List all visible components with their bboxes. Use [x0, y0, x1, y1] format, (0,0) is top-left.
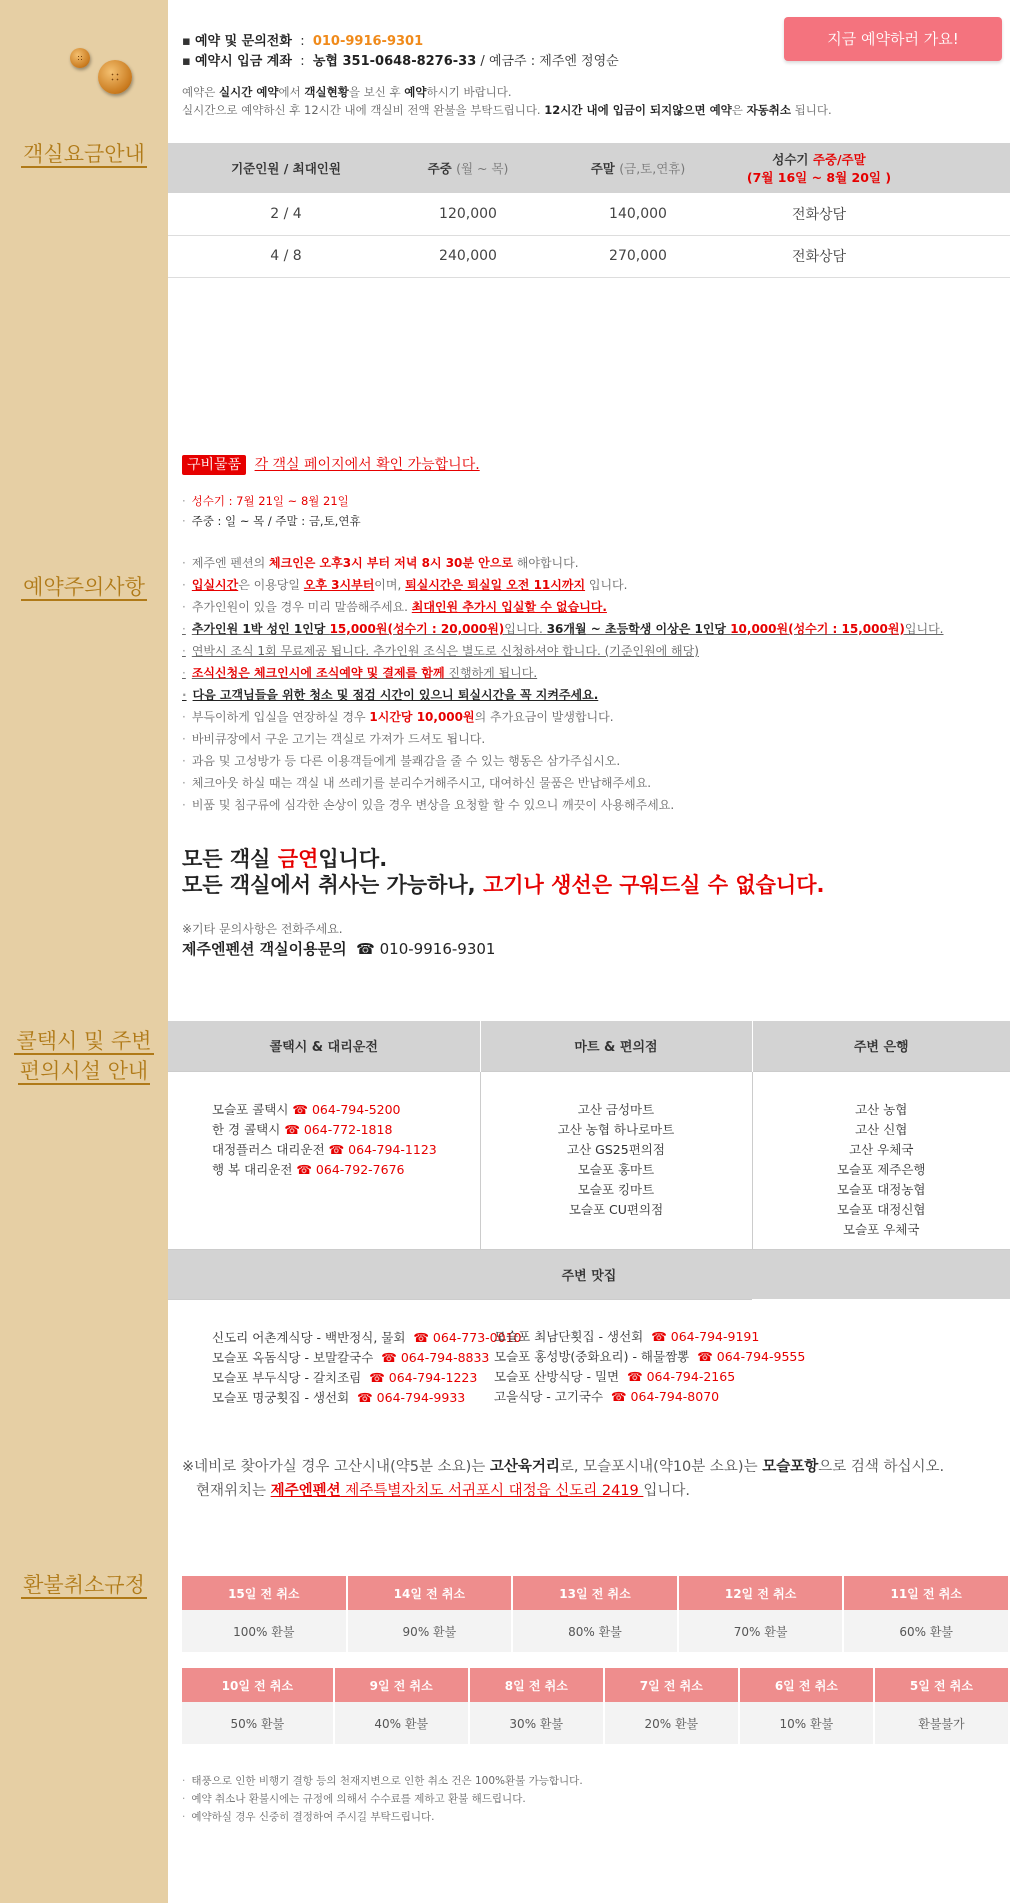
inquiry-contact: 제주엔펜션 객실이용문의 ☎ 010-9916-9301: [182, 940, 496, 958]
list-item: 고산 우체국: [849, 1141, 914, 1157]
list-item: 고산 금성마트: [577, 1101, 655, 1117]
rate-table: [168, 143, 1010, 278]
sidebar: [0, 0, 168, 1903]
list-item: 신도리 어촌계식당 - 백반정식, 물회 ☎ 064-773-0010: [212, 1329, 522, 1345]
list-item: 모슬포 홍성방(중화요리) - 해물짬뽕 ☎ 064-794-9555: [494, 1349, 806, 1364]
rate-header-weekday: 주중 (월 ~ 목): [404, 143, 532, 193]
list-item: · 예약 취소나 환불시에는 규정에 의해서 수수료를 제하고 환불 해드립니다.: [182, 1790, 583, 1808]
list-item: 고을식당 - 고기국수 ☎ 064-794-8070: [494, 1389, 720, 1404]
table-row: 4 / 8 240,000 270,000 전화상담: [168, 235, 1010, 277]
rule-item: · 다음 고객님들을 위한 청소 및 점검 시간이 있으니 퇴실시간을 꼭 지켜주세요.: [182, 684, 944, 706]
list-item: · 태풍으로 인한 비행기 결항 등의 천재지변으로 인한 취소 건은 100%환불 가능합니다.: [182, 1772, 583, 1790]
table-row: 2 / 4 120,000 140,000 전화상담: [168, 193, 1010, 235]
rule-item: · 추가인원이 있을 경우 미리 말씀해주세요. 최대인원 추가시 입실할 수 없습니다.: [182, 596, 944, 618]
list-item: 모슬포 산방식당 - 밀면 ☎ 064-794-2165: [494, 1369, 736, 1384]
table-row: 50% 환불 40% 환불 30% 환불 20% 환불 10% 환불 환불불가: [182, 1702, 1008, 1744]
rule-item: · 바비큐장에서 구운 고기는 객실로 가져가 드셔도 됩니다.: [182, 728, 944, 750]
list-item: 모슬포 최남단횟집 - 생선회 ☎ 064-794-9191: [494, 1329, 760, 1344]
nearby-header-mart: 마트 & 편의점: [480, 1021, 752, 1071]
food-list-right: [494, 1327, 805, 1407]
list-item: 모슬포 옥돔식당 - 보말칼국수 ☎ 064-794-8833: [212, 1349, 490, 1365]
list-item: 고산 신협: [855, 1121, 908, 1137]
rule-item: · 과음 및 고성방가 등 다른 이용객들에게 불쾌감을 줄 수 있는 행동은 삼가주십시오.: [182, 750, 944, 772]
notice-section-title: 예약주의사항: [23, 575, 145, 599]
bank-list: [752, 1071, 1010, 1249]
season-info: · 성수기 : 7월 21일 ~ 8월 21일 · 주중 : 일 ~ 목 / 주말 : 금,토,연휴: [182, 491, 361, 531]
list-item: 모슬포 명궁횟집 - 생선회 ☎ 064-794-9933: [212, 1389, 466, 1405]
list-item: 모슬포 대정신협: [837, 1201, 926, 1217]
nonsmoking-notice: 모든 객실 금연입니다.: [182, 847, 388, 871]
nearby-section-title: 콜택시 및 주변 편의시설 안내: [16, 1029, 152, 1083]
rule-item: · 비품 및 침구류에 심각한 손상이 있을 경우 변상을 요청할 할 수 있으니 깨끗이 사용해주세요.: [182, 794, 944, 816]
contact-account: ▪ 예약시 입금 계좌 : 농협 351-0648-8276-33 / 예금주 : 제주엔 정영순: [182, 54, 619, 69]
list-item: 모슬포 CU편의점: [568, 1201, 664, 1217]
reserve-now-button[interactable]: 지금 예약하러 가요!: [784, 17, 1002, 61]
refund-section-title: 환불취소규정: [23, 1573, 145, 1597]
rule-item: · 추가인원 1박 성인 1인당 15,000원(성수기 : 20,000원)입니다. 36개월 ~ 초등학생 이상은 1인당 10,000원(성수기 : 15,000원)입니다.: [182, 618, 944, 640]
list-item: 고산 농협: [855, 1101, 908, 1117]
rate-header-weekend: 주말 (금,토,연휴): [532, 143, 744, 193]
nearby-header-bank: 주변 은행: [752, 1021, 1010, 1071]
list-item: 모슬포 콜택시 ☎ 064-794-5200: [212, 1101, 401, 1117]
list-item: 모슬포 홍마트: [577, 1161, 655, 1177]
rule-item: · 제주엔 펜션의 체크인은 오후3시 부터 저녁 8시 30분 안으로 해야합니다.: [182, 552, 944, 574]
button-decoration-image: [68, 48, 138, 100]
rate-header-peak: 성수기 주중/주말 (7월 16일 ~ 8월 20일 ): [744, 143, 894, 193]
list-item: 모슬포 우체국: [843, 1221, 920, 1237]
reserve-note-line1: 예약은 실시간 예약에서 객실현황을 보신 후 예약하시기 바랍니다.: [182, 85, 512, 99]
supplies-badge: 구비물품: [182, 455, 246, 475]
main-content: [168, 0, 1010, 1903]
list-item: 모슬포 부두식당 - 갈치조림 ☎ 064-794-1223: [212, 1369, 478, 1385]
contact-phone: ▪ 예약 및 문의전화 : 010-9916-9301: [182, 34, 424, 49]
list-item: 한 경 콜택시 ☎ 064-772-1818: [212, 1121, 393, 1137]
rule-item: · 조식신청은 체크인시에 조식예약 및 결제를 함께 진행하게 됩니다.: [182, 662, 944, 684]
rule-item: · 연박시 조식 1회 무료제공 됩니다. 추가인원 조식은 별도로 신청하셔야 합니다. (기준인원에 해당): [182, 640, 944, 662]
nearby-header-food: 주변 맛집: [168, 1249, 1010, 1299]
refund-table-1: 15일 전 취소 14일 전 취소 13일 전 취소 12일 전 취소 11일 전 취소 100% 환불 90% 환불 80% 환불 70% 환불 60% 환불: [180, 1576, 1010, 1652]
table-row: 100% 환불 90% 환불 80% 환불 70% 환불 60% 환불: [182, 1610, 1008, 1652]
rule-item: · 부득이하게 입실을 연장하실 경우 1시간당 10,000원의 추가요금이 발생합니다.: [182, 706, 944, 728]
reserve-note-line2: 실시간으로 예약하신 후 12시간 내에 객실비 전액 완불을 부탁드립니다. 12시간 내에 입금이 되지않으면 예약은 자동취소 됩니다.: [182, 103, 832, 117]
rule-item: · 체크아웃 하실 때는 객실 내 쓰레기를 분리수거해주시고, 대여하신 물품은 반납해주세요.: [182, 772, 944, 794]
mart-list: [480, 1071, 752, 1249]
list-item: 고산 GS25편의점: [567, 1141, 665, 1157]
phone-icon: ☎: [356, 940, 375, 958]
rate-section-title: 객실요금안내: [23, 142, 145, 166]
cooking-notice: 모든 객실에서 취사는 가능하나, 고기나 생선은 구워드실 수 없습니다.: [182, 873, 825, 897]
list-item: · 예약하실 경우 신중히 결정하여 주시길 부탁드립니다.: [182, 1808, 583, 1826]
rate-header-capacity: 기준인원 / 최대인원: [168, 143, 404, 193]
list-item: 대정플러스 대리운전 ☎ 064-794-1123: [212, 1141, 437, 1157]
supplies-line: 구비물품 각 객실 페이지에서 확인 가능합니다.: [182, 454, 480, 474]
inquiry-label: ※기타 문의사항은 전화주세요.: [182, 922, 343, 936]
nearby-header-taxi: 콜택시 & 대리운전: [168, 1021, 480, 1071]
list-item: 모슬포 제주은행: [837, 1161, 926, 1177]
refund-notes: [182, 1772, 583, 1826]
food-list-right-cell: [494, 1299, 1010, 1441]
nearby-table: [168, 1021, 1010, 1441]
list-item: 고산 농협 하나로마트: [557, 1121, 675, 1137]
list-item: 모슬포 대정농협: [837, 1181, 926, 1197]
navigation-note: ※네비로 찾아가실 경우 고산시내(약5분 소요)는 고산육거리로, 모슬포시내(약10분 소요)는 모슬포항으로 검색 하십시오. 현재위치는 제주엔펜션 제주특별자치도 서귀포시 대정읍 신도리 2419 입니다.: [182, 1459, 945, 1499]
reservation-rules: [182, 552, 944, 816]
taxi-list: [168, 1071, 480, 1249]
rule-item: · 입실시간은 이용당일 오후 3시부터이며, 퇴실시간은 퇴실일 오전 11시까지 입니다.: [182, 574, 944, 596]
refund-table-2: 10일 전 취소 9일 전 취소 8일 전 취소 7일 전 취소 6일 전 취소 5일 전 취소 50% 환불 40% 환불 30% 환불 20% 환불 10% 환불 환불불가: [180, 1668, 1010, 1744]
list-item: 행 복 대리운전 ☎ 064-792-7676: [212, 1161, 405, 1177]
list-item: 모슬포 킹마트: [577, 1181, 655, 1197]
